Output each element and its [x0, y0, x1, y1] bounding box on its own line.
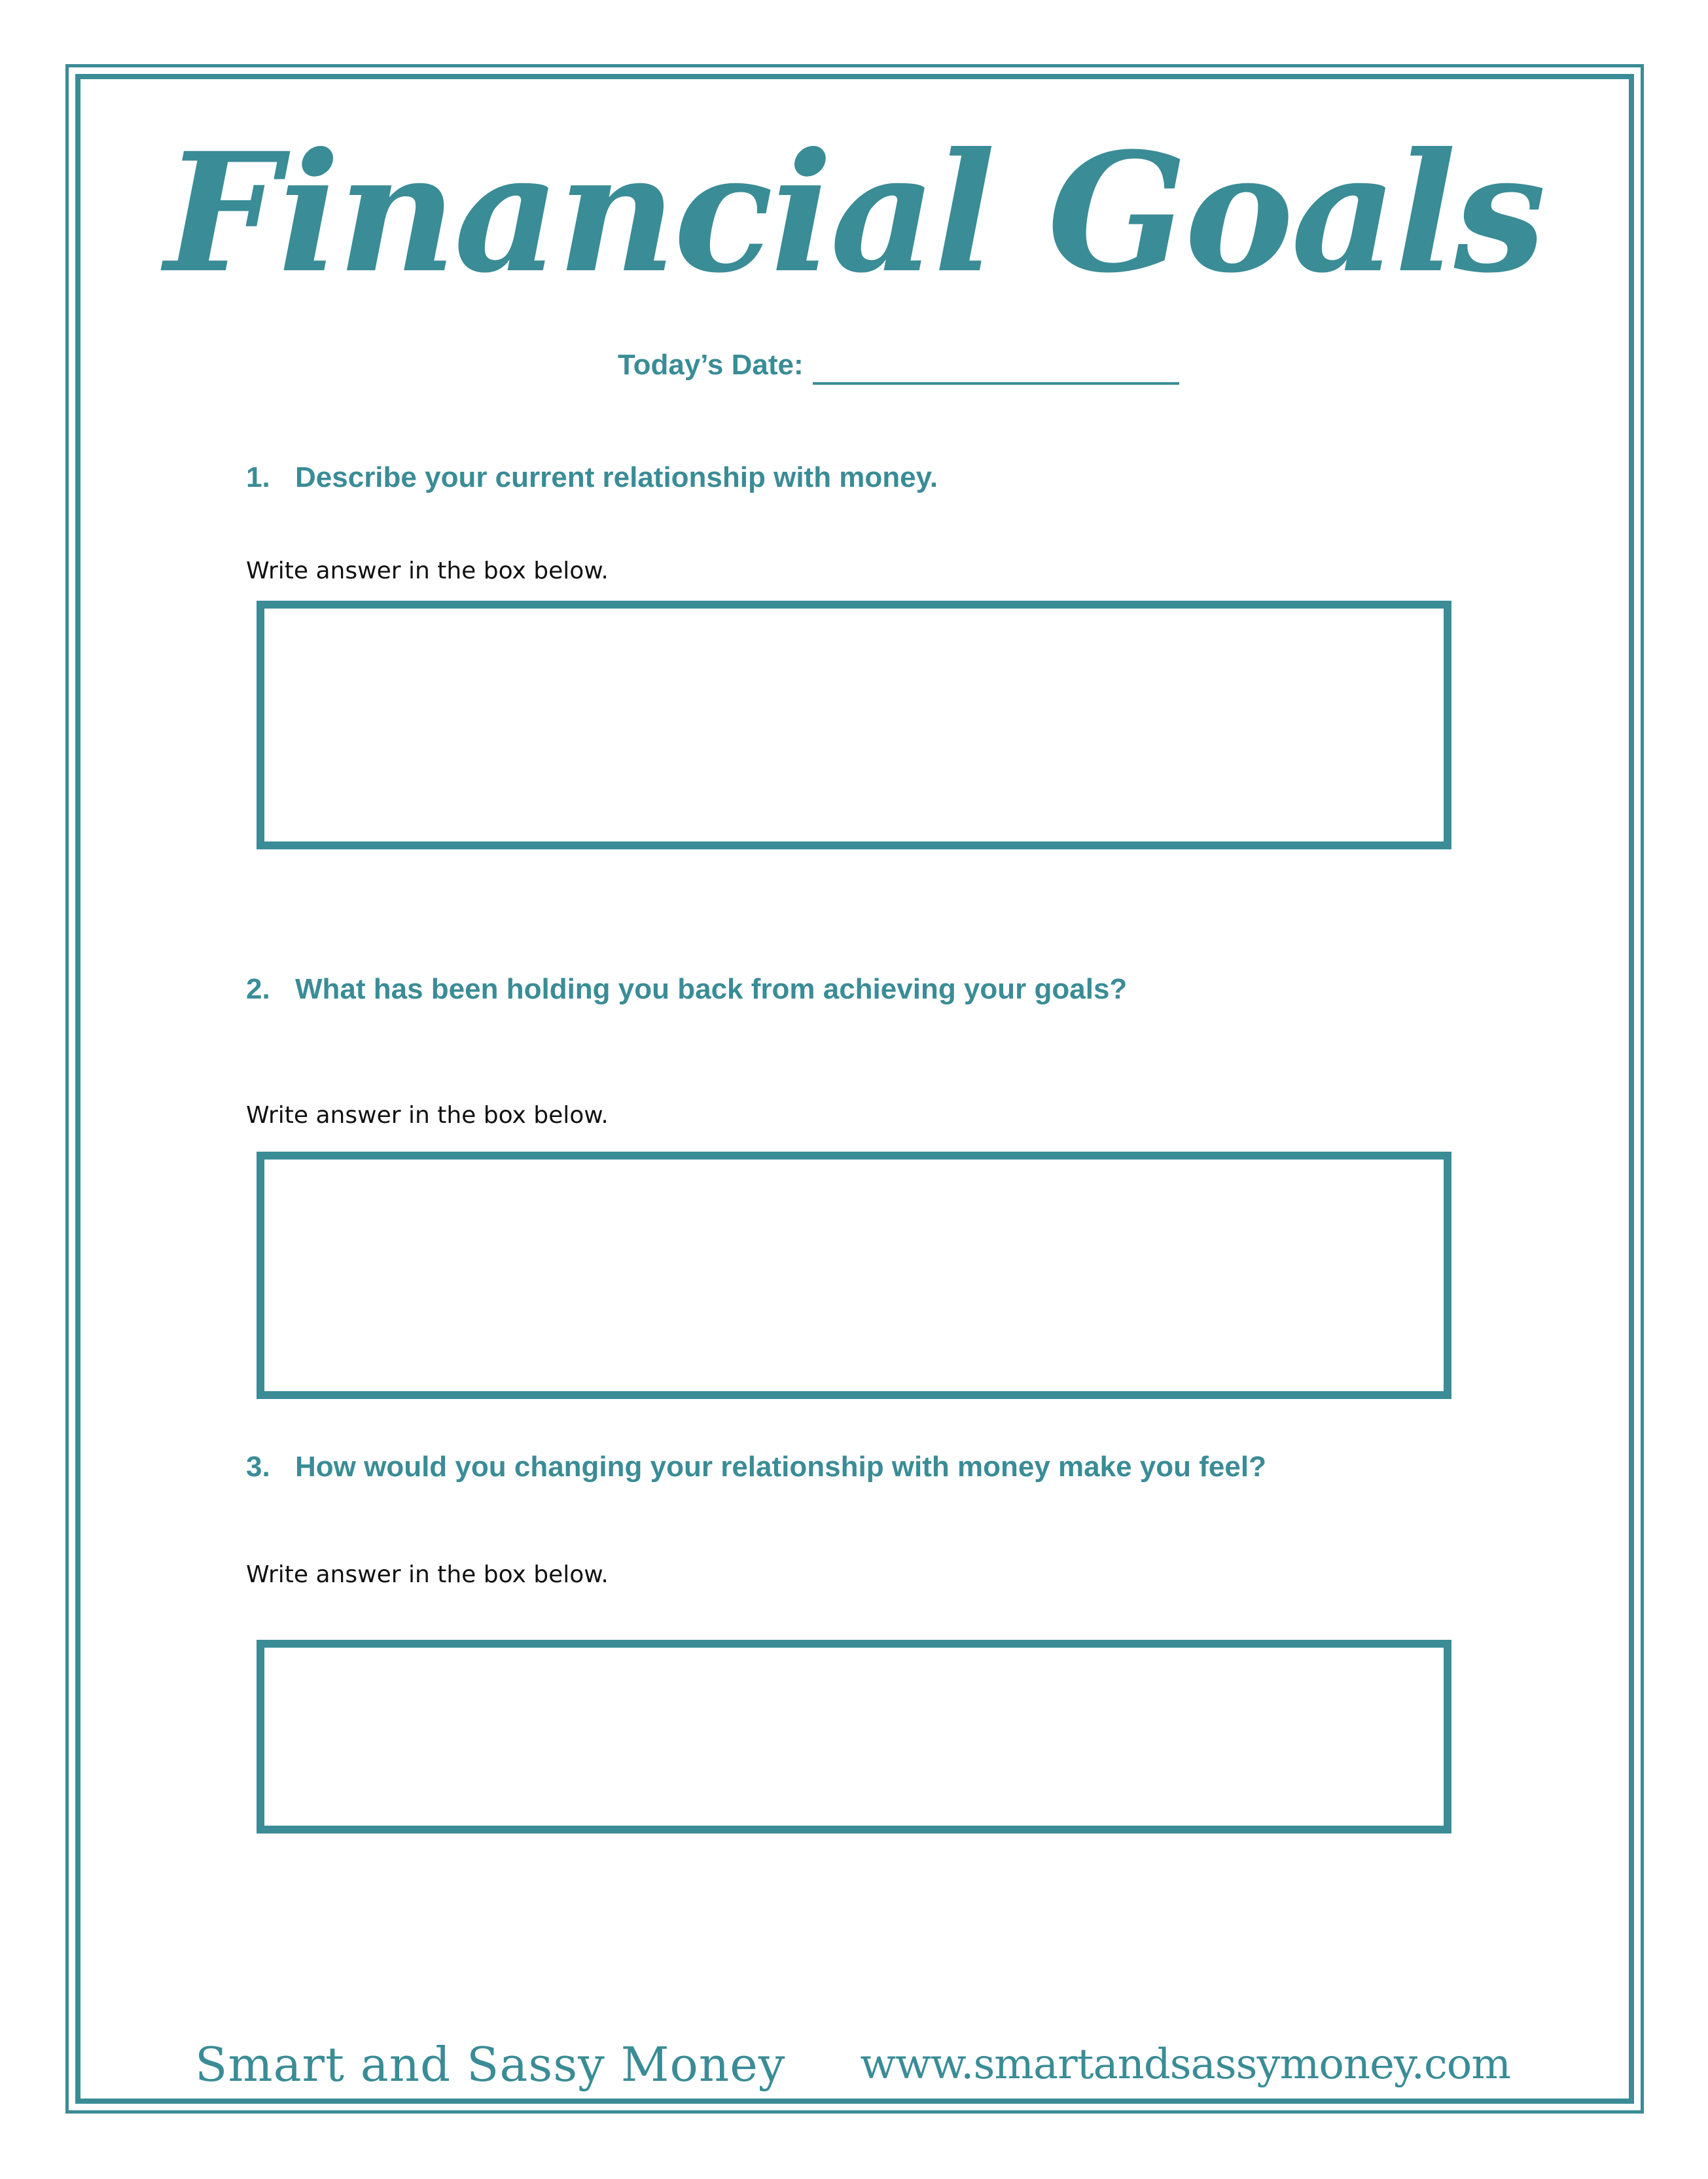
answer-box-2[interactable]: [257, 1152, 1451, 1399]
question-2-text: What has been holding you back from achieving your goals?: [295, 973, 1128, 1005]
footer-brand: Smart and Sassy Money: [195, 2037, 786, 2092]
date-label: Today’s Date:: [618, 349, 804, 381]
answer-box-1[interactable]: [257, 601, 1451, 849]
question-1: [246, 458, 938, 497]
question-2: [246, 970, 1127, 1009]
question-3-instruction: Write answer in the box below.: [246, 1561, 609, 1588]
question-2-number: 2.: [246, 973, 270, 1005]
date-input-line[interactable]: [813, 353, 1179, 385]
question-1-text: Describe your current relationship with money.: [295, 461, 938, 493]
page-title: Financial Goals: [164, 116, 1544, 309]
question-1-number: 1.: [246, 461, 270, 493]
question-3-number: 3.: [246, 1451, 270, 1483]
question-1-instruction: Write answer in the box below.: [246, 558, 609, 584]
question-3-text: How would you changing your relationship with money make you feel?: [295, 1451, 1266, 1483]
question-2-instruction: Write answer in the box below.: [246, 1102, 609, 1129]
footer-website-link[interactable]: www.smartandsassymoney.com: [860, 2040, 1510, 2089]
answer-box-3[interactable]: [257, 1640, 1451, 1834]
date-row: [618, 345, 1179, 385]
question-3: [246, 1447, 1266, 1487]
